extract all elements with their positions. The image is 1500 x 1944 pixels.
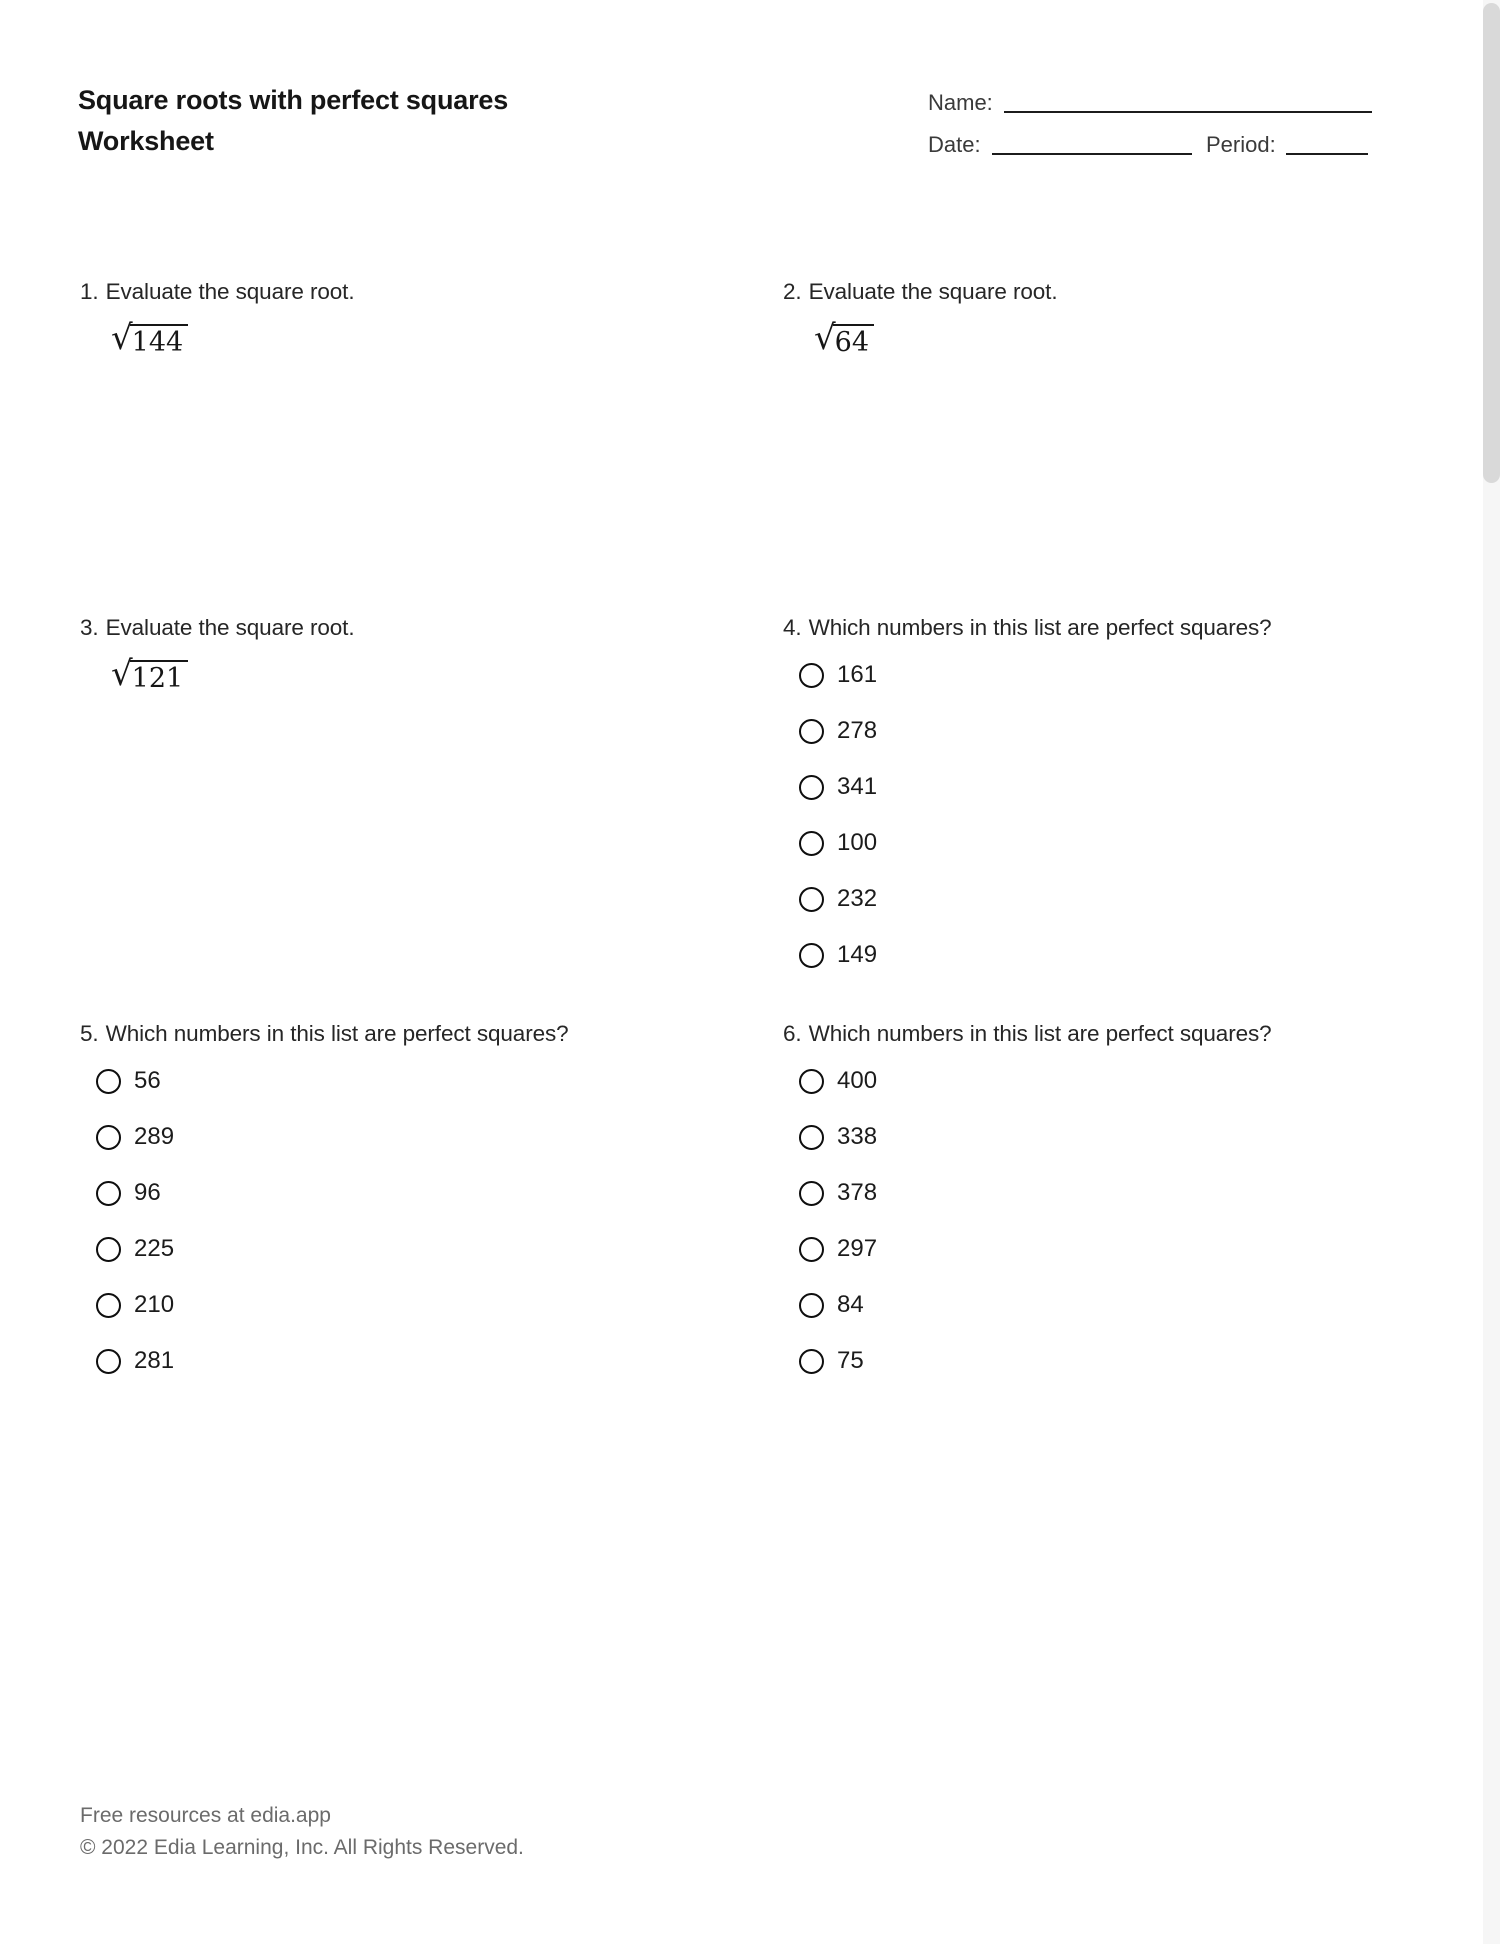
options-list	[783, 647, 1443, 983]
page-title-line2: Worksheet	[78, 126, 214, 156]
radio-button[interactable]	[96, 1349, 121, 1374]
square-root-expression	[111, 654, 188, 694]
option-row	[783, 1165, 1443, 1221]
option-row	[783, 871, 1443, 927]
page-footer	[80, 1800, 524, 1864]
radicand: 144	[130, 324, 189, 358]
math-expression	[814, 318, 1443, 358]
option-row	[783, 647, 1443, 703]
option-label: 84	[837, 1291, 864, 1318]
radio-button[interactable]	[799, 1125, 824, 1150]
period-label: Period:	[1206, 132, 1276, 157]
question-text: Which numbers in this list are perfect squares?	[808, 615, 1272, 640]
radicand: 121	[130, 660, 189, 694]
question-6	[783, 1018, 1443, 1389]
name-blank-line	[1004, 111, 1372, 113]
scrollbar-thumb[interactable]	[1483, 3, 1500, 483]
radio-button[interactable]	[799, 1237, 824, 1262]
option-label: 341	[837, 773, 878, 800]
radio-button[interactable]	[799, 663, 824, 688]
question-2	[783, 276, 1443, 358]
option-row	[80, 1221, 740, 1277]
option-row	[783, 1109, 1443, 1165]
scrollbar-track[interactable]	[1483, 0, 1500, 1944]
option-label: 149	[837, 941, 878, 968]
square-root-expression	[111, 318, 188, 358]
option-label: 56	[134, 1067, 161, 1094]
option-row	[80, 1053, 740, 1109]
radical-sign: √	[814, 318, 836, 358]
option-row	[783, 927, 1443, 983]
radio-button[interactable]	[799, 1181, 824, 1206]
question-3	[80, 612, 740, 694]
question-number: 3.	[80, 615, 99, 640]
question-number: 5.	[80, 1021, 99, 1046]
options-list	[783, 1053, 1443, 1389]
radio-button[interactable]	[799, 943, 824, 968]
option-label: 75	[837, 1347, 864, 1374]
radio-button[interactable]	[96, 1069, 121, 1094]
radical-sign: √	[111, 654, 133, 694]
question-text: Which numbers in this list are perfect squares?	[808, 1021, 1272, 1046]
option-row	[80, 1277, 740, 1333]
option-label: 338	[837, 1123, 878, 1150]
option-row	[80, 1109, 740, 1165]
radio-button[interactable]	[96, 1125, 121, 1150]
question-6-prompt	[783, 1018, 1443, 1050]
option-label: 225	[134, 1235, 175, 1262]
footer-copyright-text: © 2022 Edia Learning, Inc. All Rights Reserved.	[80, 1836, 524, 1859]
option-label: 378	[837, 1179, 878, 1206]
question-text: Which numbers in this list are perfect squares?	[105, 1021, 569, 1046]
radio-button[interactable]	[96, 1181, 121, 1206]
options-list	[80, 1053, 740, 1389]
option-label: 232	[837, 885, 878, 912]
question-number: 2.	[783, 279, 802, 304]
period-blank-line	[1286, 153, 1368, 155]
radical-sign: √	[111, 318, 133, 358]
option-row	[80, 1165, 740, 1221]
radicand: 64	[833, 324, 874, 358]
radio-button[interactable]	[799, 1293, 824, 1318]
math-expression	[111, 318, 740, 358]
option-row	[783, 1221, 1443, 1277]
math-expression	[111, 654, 740, 694]
option-row	[783, 703, 1443, 759]
option-row	[783, 815, 1443, 871]
question-text: Evaluate the square root.	[808, 279, 1058, 304]
question-3-prompt	[80, 612, 740, 644]
option-label: 161	[837, 661, 878, 688]
option-label: 297	[837, 1235, 878, 1262]
option-row	[80, 1333, 740, 1389]
option-label: 100	[837, 829, 878, 856]
question-1	[80, 276, 740, 358]
option-label: 400	[837, 1067, 878, 1094]
date-blank-line	[992, 153, 1192, 155]
question-5	[80, 1018, 740, 1389]
option-label: 278	[837, 717, 878, 744]
option-row	[783, 1333, 1443, 1389]
radio-button[interactable]	[799, 775, 824, 800]
radio-button[interactable]	[799, 1349, 824, 1374]
question-4	[783, 612, 1443, 983]
option-label: 210	[134, 1291, 175, 1318]
radio-button[interactable]	[96, 1293, 121, 1318]
radio-button[interactable]	[96, 1237, 121, 1262]
option-label: 281	[134, 1347, 175, 1374]
question-number: 4.	[783, 615, 802, 640]
option-row	[783, 1053, 1443, 1109]
question-2-prompt	[783, 276, 1443, 308]
question-number: 6.	[783, 1021, 802, 1046]
page-title	[78, 80, 508, 162]
option-label: 96	[134, 1179, 161, 1206]
question-1-prompt	[80, 276, 740, 308]
footer-resources-text: Free resources at edia.app	[80, 1804, 331, 1827]
question-4-prompt	[783, 612, 1443, 644]
square-root-expression	[814, 318, 874, 358]
name-label: Name:	[928, 90, 993, 115]
question-text: Evaluate the square root.	[105, 279, 355, 304]
question-5-prompt	[80, 1018, 740, 1050]
option-row	[783, 1277, 1443, 1333]
radio-button[interactable]	[799, 831, 824, 856]
question-text: Evaluate the square root.	[105, 615, 355, 640]
page-title-line1: Square roots with perfect squares	[78, 85, 509, 115]
question-number: 1.	[80, 279, 99, 304]
date-label: Date:	[928, 132, 981, 157]
option-label: 289	[134, 1123, 175, 1150]
radio-button[interactable]	[799, 887, 824, 912]
option-row	[783, 759, 1443, 815]
radio-button[interactable]	[799, 1069, 824, 1094]
radio-button[interactable]	[799, 719, 824, 744]
